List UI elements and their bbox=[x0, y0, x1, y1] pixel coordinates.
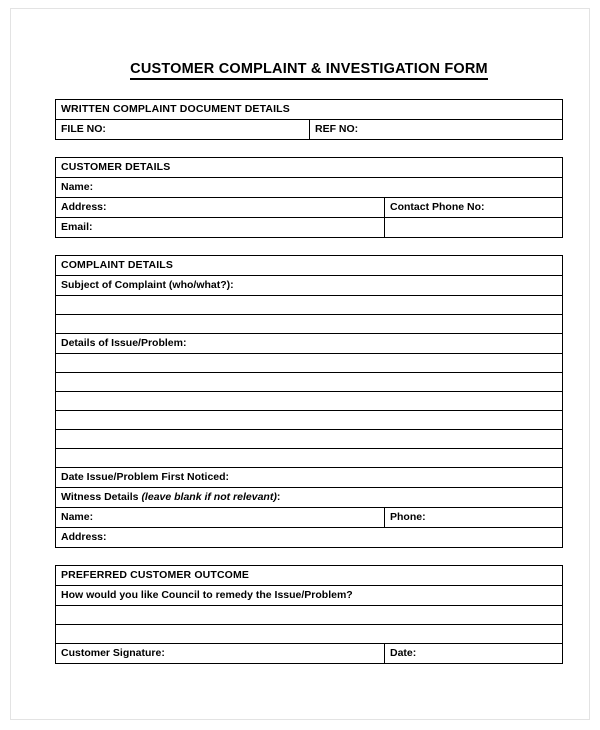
form-body bbox=[55, 61, 563, 664]
details-writing-line[interactable] bbox=[56, 411, 563, 430]
witness-name-field[interactable]: Name: bbox=[56, 508, 385, 528]
table-row bbox=[56, 528, 563, 548]
written-complaint-table bbox=[55, 99, 563, 140]
details-writing-line[interactable] bbox=[56, 449, 563, 468]
table-row bbox=[56, 198, 563, 218]
witness-details-label bbox=[56, 488, 563, 508]
table-row bbox=[56, 296, 563, 315]
witness-details-note: (leave blank if not relevant) bbox=[141, 491, 277, 503]
customer-name-field[interactable]: Name: bbox=[56, 178, 563, 198]
section-header-written-complaint: WRITTEN COMPLAINT DOCUMENT DETAILS bbox=[56, 100, 563, 120]
table-row bbox=[56, 644, 563, 664]
details-writing-line[interactable] bbox=[56, 392, 563, 411]
subject-writing-line[interactable] bbox=[56, 296, 563, 315]
date-first-noticed-field[interactable]: Date Issue/Problem First Noticed: bbox=[56, 468, 563, 488]
complaint-details-table bbox=[55, 255, 563, 548]
customer-address-field[interactable]: Address: bbox=[56, 198, 385, 218]
customer-signature-field[interactable]: Customer Signature: bbox=[56, 644, 385, 664]
remedy-writing-line[interactable] bbox=[56, 606, 563, 625]
ref-no-field[interactable]: REF NO: bbox=[310, 120, 563, 140]
file-no-field[interactable]: FILE NO: bbox=[56, 120, 310, 140]
table-row bbox=[56, 488, 563, 508]
table-row bbox=[56, 158, 563, 178]
witness-details-text: Witness Details bbox=[61, 491, 139, 503]
subject-writing-line[interactable] bbox=[56, 315, 563, 334]
details-writing-line[interactable] bbox=[56, 373, 563, 392]
customer-email-field[interactable]: Email: bbox=[56, 218, 385, 238]
witness-phone-field[interactable]: Phone: bbox=[385, 508, 563, 528]
customer-phone-field[interactable]: Contact Phone No: bbox=[385, 198, 563, 218]
table-row bbox=[56, 508, 563, 528]
table-row bbox=[56, 218, 563, 238]
table-row bbox=[56, 315, 563, 334]
table-row bbox=[56, 120, 563, 140]
witness-details-colon: : bbox=[276, 491, 281, 503]
table-row bbox=[56, 411, 563, 430]
section-header-complaint-details: COMPLAINT DETAILS bbox=[56, 256, 563, 276]
table-row bbox=[56, 354, 563, 373]
table-row bbox=[56, 392, 563, 411]
details-writing-line[interactable] bbox=[56, 430, 563, 449]
customer-email-blank-cell[interactable] bbox=[385, 218, 563, 238]
details-of-issue-field[interactable]: Details of Issue/Problem: bbox=[56, 334, 563, 354]
table-row bbox=[56, 334, 563, 354]
table-row bbox=[56, 373, 563, 392]
page-title-text: CUSTOMER COMPLAINT & INVESTIGATION FORM bbox=[130, 61, 488, 80]
table-row bbox=[56, 625, 563, 644]
table-row bbox=[56, 449, 563, 468]
witness-address-field[interactable]: Address: bbox=[56, 528, 563, 548]
page-title bbox=[55, 61, 563, 77]
table-row bbox=[56, 256, 563, 276]
table-row bbox=[56, 100, 563, 120]
customer-details-table bbox=[55, 157, 563, 238]
page-sheet bbox=[10, 8, 590, 720]
subject-of-complaint-field[interactable]: Subject of Complaint (who/what?): bbox=[56, 276, 563, 296]
table-row bbox=[56, 178, 563, 198]
signature-date-field[interactable]: Date: bbox=[385, 644, 563, 664]
section-header-preferred-outcome: PREFERRED CUSTOMER OUTCOME bbox=[56, 566, 563, 586]
remedy-writing-line[interactable] bbox=[56, 625, 563, 644]
table-row bbox=[56, 606, 563, 625]
table-row bbox=[56, 566, 563, 586]
table-row bbox=[56, 276, 563, 296]
table-row bbox=[56, 468, 563, 488]
details-writing-line[interactable] bbox=[56, 354, 563, 373]
preferred-outcome-table bbox=[55, 565, 563, 664]
table-row bbox=[56, 586, 563, 606]
remedy-question-field[interactable]: How would you like Council to remedy the Issue/Problem? bbox=[56, 586, 563, 606]
section-header-customer-details: CUSTOMER DETAILS bbox=[56, 158, 563, 178]
table-row bbox=[56, 430, 563, 449]
